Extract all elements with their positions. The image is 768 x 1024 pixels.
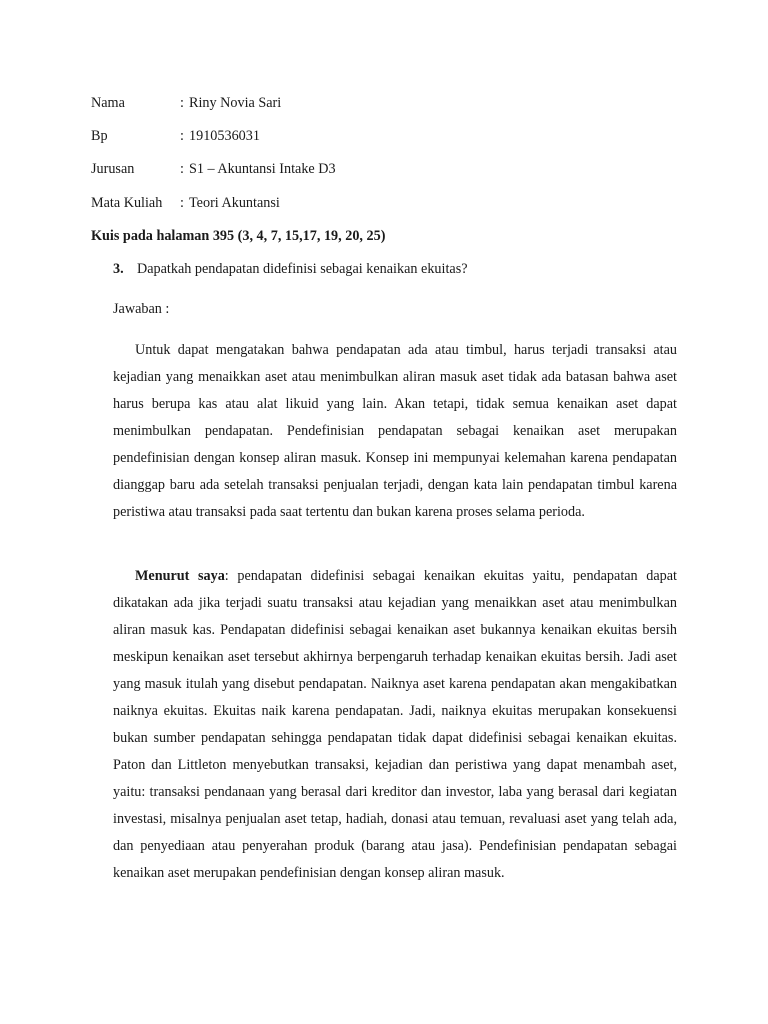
name-separator: : [180, 95, 184, 111]
answer-label: Jawaban : [113, 301, 170, 317]
opinion-text: : pendapatan didefinisi sebagai kenaikan ekuitas yaitu, pendapatan dapat dikatakan ada jika terjadi suatu transaksi atau kejadian yang menaikkan aset atau menimbulkan aliran masuk kas. Pendapatan didefinisi sebagai kenaikan aset bukannya kenaikan ekuitas bersih meskipun kenaikan aset tersebut akhirnya berpengaruh terhadap kenaikan ekuitas bersih. Jadi aset yang masuk itulah yang disebut pendapatan. Naiknya aset karena pendapatan akan mengakibatkan naiknya ekuitas. Ekuitas naik karena pendapatan. Jadi, naiknya ekuitas merupakan konsekuensi bukan sumber pendapatan sehingga pendapatan tidak dapat didefinisi sebagai kenaikan ekuitas. Paton dan Littleton menyebutkan transaksi, kejadian dan peristiwa yang dapat menambah aset, yaitu: transaksi pendanaan yang berasal dari kreditor dan investor, laba yang berasal dari kegiatan investasi, misalnya penjualan aset tetap, hadiah, donasi atau temuan, revaluasi aset yang telah ada, dan penyediaan atau penyerahan produk (barang atau jasa). Pendefinisian pendapatan sebagai kenaikan aset merupakan pendefinisian dengan konsep aliran masuk. [113, 568, 677, 881]
opinion-lead: Menurut saya [135, 568, 225, 584]
answer-paragraph-2 [113, 563, 677, 887]
bp-row [91, 126, 691, 146]
question-item [113, 259, 693, 279]
course-row [91, 193, 691, 213]
name-label: Nama [91, 95, 125, 111]
bp-label: Bp [91, 128, 108, 144]
question-text: Dapatkah pendapatan didefinisi sebagai kenaikan ekuitas? [137, 261, 468, 277]
bp-separator: : [180, 128, 184, 144]
major-separator: : [180, 161, 184, 177]
quiz-title: Kuis pada halaman 395 (3, 4, 7, 15,17, 19, 20, 25) [91, 228, 386, 244]
major-row [91, 159, 691, 179]
question-number: 3. [113, 261, 124, 277]
course-label: Mata Kuliah [91, 195, 163, 211]
name-row [91, 93, 691, 113]
major-value: S1 – Akuntansi Intake D3 [189, 161, 336, 177]
course-separator: : [180, 195, 184, 211]
course-value: Teori Akuntansi [189, 195, 280, 211]
answer-paragraph-1: Untuk dapat mengatakan bahwa pendapatan ada atau timbul, harus terjadi transaksi atau kejadian yang menaikkan aset atau menimbulkan aliran masuk aset tidak ada batasan bahwa aset harus berupa kas atau alat likuid yang lain. Akan tetapi, tidak semua kenaikan aset dapat menimbulkan pendapatan. Pendefinisian pendapatan sebagai kenaikan aset merupakan pendefinisian dengan konsep aliran masuk. Konsep ini mempunyai kelemahan karena pendapatan dianggap baru ada setelah transaksi penjualan terjadi, dengan kata lain pendapatan timbul karena peristiwa atau transaksi pada saat tertentu dan bukan karena proses selama perioda. [113, 342, 677, 520]
bp-value: 1910536031 [189, 128, 260, 144]
name-value: Riny Novia Sari [189, 95, 282, 111]
major-label: Jurusan [91, 161, 135, 177]
